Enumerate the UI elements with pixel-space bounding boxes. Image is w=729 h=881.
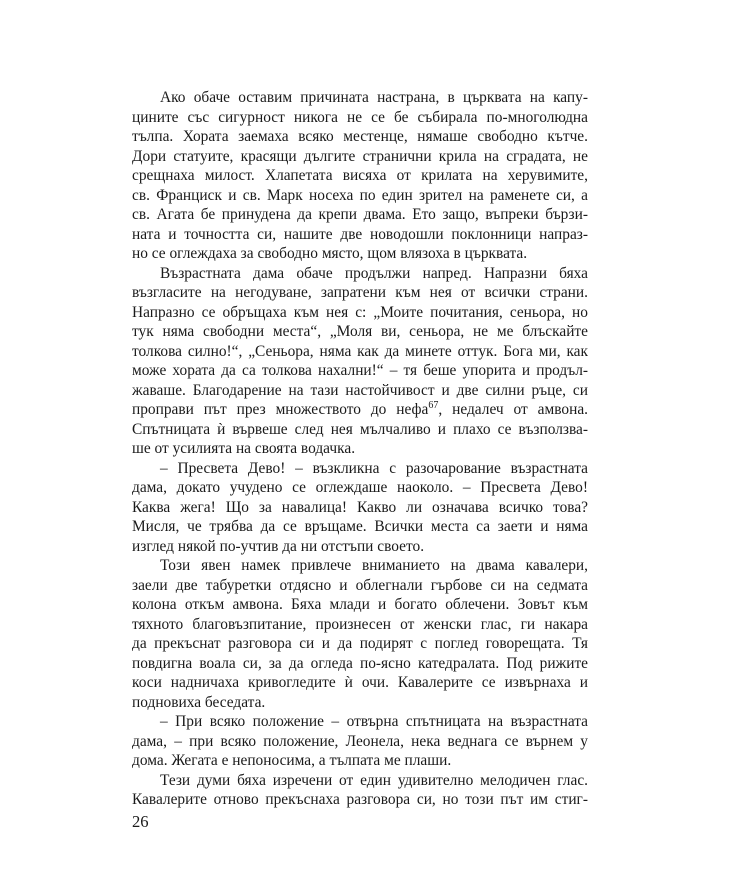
text-segment: проправи път през множеството до нефа — [132, 401, 429, 418]
text-line: тук няма свободни места“, „Моля ви, сеньора, не ме блъскайте — [132, 323, 588, 340]
text-line: възгласите на негодуване, запратени към нея от всички страни. — [132, 284, 588, 301]
text-line: дама, докато учудено се оглеждаше наоколо. – Пресвета Дево! — [132, 479, 588, 496]
text-line: може хората да са толкова нахални!“ – тя беше упорита и продъл- — [132, 362, 588, 379]
text-segment: , недалеч от амвона. — [438, 401, 589, 418]
text-line: толкова силно!“, „Сеньора, няма как да минете оттук. Бога ми, как — [132, 342, 588, 360]
text-line: дома. Жегата е непоносима, а тълпата ме плаши. — [132, 752, 452, 769]
text-line: цините със сигурност никога не се бе събирала по-многолюдна — [132, 108, 588, 126]
text-line: срещнаха милост. Хлапетата висяха от крилата на херувимите, — [132, 167, 588, 184]
text-line: заели две табуретки отдясно и облегнали гърбове си на седмата — [132, 576, 588, 594]
text-line: но се оглеждаха за свободно място, щом влязоха в църквата. — [132, 245, 528, 262]
text-line-with-footnote — [132, 400, 588, 420]
text-line: Тези думи бяха изречени от един удивително мелодичен глас. — [160, 771, 588, 789]
page-number: 26 — [132, 812, 149, 831]
text-line: изглед някой по-учтив да ни отстъпи своето. — [132, 537, 425, 555]
text-line: св. Агата бе принудена да крепи двама. Ето защо, въпреки бързи- — [132, 206, 588, 223]
text-line: коси надничаха кривогледите ѝ очи. Кавалерите се извърнаха и — [132, 674, 588, 691]
text-line: Напразно се обръщаха към нея с: „Моите почитания, сеньора, но — [132, 303, 588, 321]
footnote-reference[interactable]: 67 — [428, 400, 439, 411]
text-line: Мисля, че трябва да се връщаме. Всички места са заети и няма — [132, 518, 588, 535]
text-line: ната и точността си, нашите две новодошли поклонници напраз- — [132, 225, 588, 243]
text-line: повдигна воала си, за да огледа по-ясно катедралата. Под рижите — [132, 654, 588, 672]
text-line: Спътницата ѝ вървеше след нея мълчаливо и плахо се възползва- — [132, 420, 588, 438]
text-line: тяхното благовъзпитание, произнесен от женски глас, ги накара — [132, 615, 588, 633]
text-line: колона откъм амвона. Бяха млади и богато облечени. Зовът към — [132, 596, 588, 613]
text-line: да прекъснат разговора си и да подирят с поглед говорещата. Тя — [132, 635, 588, 652]
text-line: тълпа. Хората заемаха всяко местенце, нямаше свободно кътче. — [132, 128, 588, 145]
text-line: ше от усилията на своята водачка. — [132, 440, 356, 457]
text-line: Каква жега! Що за навалица! Какво ли означава всичко това? — [132, 498, 588, 516]
text-line: Възрастната дама обаче продължи напред. Напразни бяха — [160, 264, 588, 282]
text-line: дама, – при всяко положение, Леонела, нека веднага се върнем у — [132, 732, 588, 750]
text-line: Ако обаче оставим причината настрана, в църквата на капу- — [160, 89, 588, 106]
text-line: Дори статуите, красящи дългите странични крила на сградата, не — [132, 147, 588, 165]
text-line: св. Франциск и св. Марк носеха по един зрител на раменете си, а — [132, 186, 588, 204]
text-line: Този явен намек привлече вниманието на двама кавалери, — [160, 557, 588, 574]
text-line: жаваше. Благодарение на тази настойчивост и две силни ръце, си — [132, 381, 588, 399]
text-line: – Пресвета Дево! – възкликна с разочарование възрастната — [160, 459, 588, 477]
text-line: подновиха беседата. — [132, 693, 266, 711]
text-line: Кавалерите отново прекъснаха разговора си, но този път им стиг- — [132, 791, 588, 808]
text-line: – При всяко положение – отвърна спътницата на възрастната — [160, 713, 588, 730]
